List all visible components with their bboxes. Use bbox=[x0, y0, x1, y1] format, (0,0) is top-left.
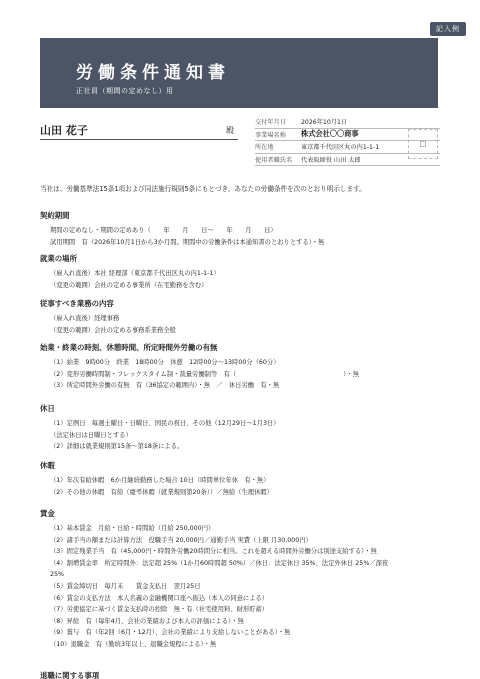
recipient-honorific: 殿 bbox=[226, 126, 234, 135]
section-4 bbox=[40, 403, 460, 453]
section-heading: 休暇 bbox=[40, 461, 55, 470]
section-heading: 始業・終業の時刻、休憩時間、所定時間外労働の有無 bbox=[40, 343, 218, 352]
section-1 bbox=[40, 253, 460, 291]
section-0 bbox=[40, 210, 460, 248]
section-heading: 退職に関する事項 bbox=[40, 671, 100, 679]
seal-mark-icon bbox=[420, 141, 426, 147]
section-line: （1）基本賃金 月給・日給・時間給（月給 250,000円） bbox=[50, 525, 215, 532]
document-header bbox=[40, 38, 438, 108]
issuer-value: 代表取締役 山田 太郎 bbox=[301, 156, 361, 164]
section-line: （変更の範囲）会社の定める事業所（在宅勤務を含む） bbox=[50, 281, 208, 289]
section-line: （2）変形労働時間制・フレックスタイム制・裁量労働制等 有（ ）・無 bbox=[50, 370, 359, 378]
section-line: （4）割増賃金率 所定時間外：法定超 25%（1か月60時間超 50%）／休日：法定休日 35%、法定外休日 25%／深夜 bbox=[50, 559, 389, 567]
section-line: （10）退職金 有（勤続3年以上、退職金規程による）・無 bbox=[50, 640, 217, 648]
sample-badge: 記入例 bbox=[430, 22, 466, 36]
issuer-table bbox=[255, 116, 440, 166]
issuer-label: 事業場名称 bbox=[255, 131, 286, 139]
section-line: （1）始業 9時00分 終業 18時00分 休憩 12時00分～13時00分（60分） bbox=[50, 359, 280, 366]
section-line: （1）年次有給休暇 6か月継続勤務した場合 10日（時間単位年休 有・無） bbox=[50, 477, 270, 484]
section-heading: 従事すべき業務の内容 bbox=[40, 299, 114, 308]
issuer-value: 株式会社〇〇商事 bbox=[301, 129, 359, 139]
section-line: （3）固定残業手当 有（45,000円・時間外労働20時間分に相当。これを超える時間外労働分は別途支給する）・無 bbox=[50, 548, 377, 556]
section-line: （7）労使協定に基づく賃金支払時の控除 無・有（社宅使用料、財形貯蓄） bbox=[50, 606, 269, 614]
issuer-label: 使用者職氏名 bbox=[255, 156, 293, 164]
section-line: （8）昇給 有（毎年4月、会社の業績および本人の評価による）・無 bbox=[50, 617, 244, 625]
issuer-label: 所在地 bbox=[255, 144, 274, 152]
section-line: （雇入れ直後）本社 経理部（東京都千代田区丸の内1-1-1） bbox=[50, 270, 220, 277]
section-line: 期間の定めなし・期間の定めあり（ 年 月 日～ 年 月 日） bbox=[50, 227, 277, 234]
section-line: （変更の範囲）会社の定める事務系業務全般 bbox=[50, 326, 176, 334]
section-line: （6）賃金の支払方法 本人名義の金融機関口座へ振込（本人の同意による） bbox=[50, 594, 269, 602]
section-line: （雇入れ直後）経理事務 bbox=[50, 315, 120, 322]
intro-text: 当社は、労働基準法15条1項および同法施行規則5条にもとづき、あなたの労働条件を次のとおり明示します。 bbox=[40, 185, 366, 193]
document-title: 労働条件通知書 bbox=[76, 63, 230, 83]
section-heading: 賃金 bbox=[40, 509, 55, 518]
section-heading: 就業の場所 bbox=[40, 254, 77, 263]
section-line: 25% bbox=[50, 571, 64, 579]
section-line: （2）詳細は就業規則第15条～第18条による。 bbox=[50, 443, 184, 451]
issuer-value: 東京都千代田区丸の内1-1-1 bbox=[301, 144, 380, 152]
section-2 bbox=[40, 298, 460, 336]
section-line: （3）所定時間外労働の有無 有（36協定の範囲内）・無 ／ 休日労働 有・無 bbox=[50, 382, 280, 390]
recipient-name: 山田 花子 bbox=[40, 124, 88, 137]
section-line: （2）その他の休暇 有給（慶弔休暇（就業規則第20条））／無給（生理休暇） bbox=[50, 488, 273, 496]
section-line: （9）賞与 有（年2回（6月・12月）、会社の業績により支給しないことがある）・無 bbox=[50, 629, 291, 637]
section-line: （法定休日は日曜日とする） bbox=[50, 431, 132, 439]
section-heading: 契約期間 bbox=[40, 211, 70, 220]
section-line: （5）賃金締切日 毎月末 賃金支払日 翌月25日 bbox=[50, 582, 201, 590]
issuer-value: 2026年10月1日 bbox=[301, 119, 348, 127]
section-5 bbox=[40, 460, 460, 498]
section-line: （1）定例日 毎週土曜日・日曜日、国民の祝日、その他（12月29日～1月3日） bbox=[50, 420, 280, 427]
section-line: 試用期間 有（2026年10月1日から3か月間。期間中の労働条件は本通知書のとおりとする）・無 bbox=[50, 238, 325, 246]
section-3 bbox=[40, 342, 460, 392]
recipient-block bbox=[40, 122, 238, 140]
section-7 bbox=[40, 670, 460, 679]
document-subtitle: 正社員（期間の定めなし）用 bbox=[76, 87, 174, 95]
issuer-label: 交付年月日 bbox=[255, 119, 286, 127]
section-heading: 休日 bbox=[40, 404, 55, 413]
issuer-row-date bbox=[255, 116, 440, 129]
section-line: （2）諸手当の額または計算方法 役職手当 20,000円／通勤手当 実費（上限 月30,000円） bbox=[50, 536, 312, 544]
section-6 bbox=[40, 508, 460, 651]
seal-box bbox=[408, 129, 438, 159]
